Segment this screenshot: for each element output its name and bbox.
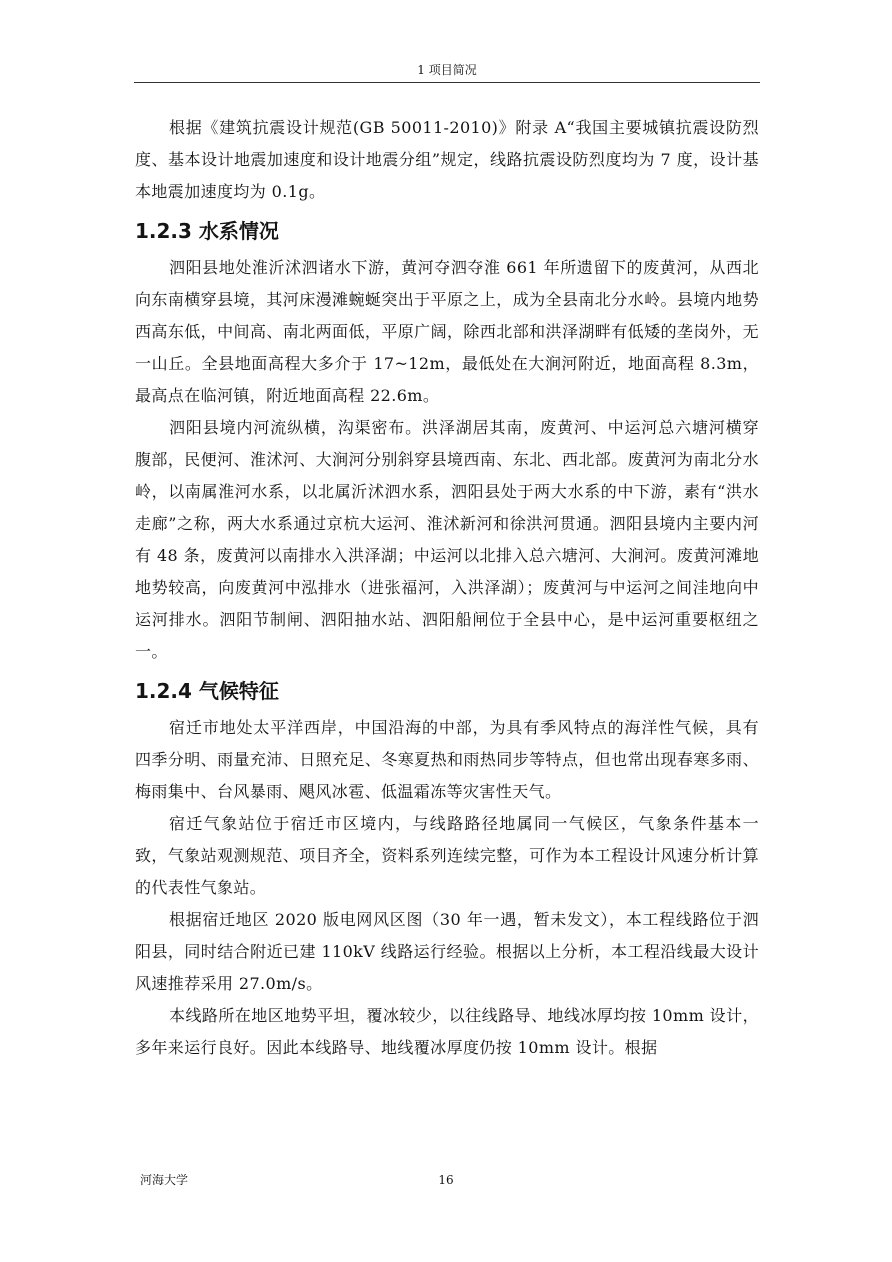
paragraph-climate-overview: 宿迁市地处太平洋西岸，中国沿海的中部，为具有季风特点的海洋性气候，具有四季分明、雨量充沛、日照充足、冬寒夏热和雨热同步等特点，但也常出现春寒多雨、梅雨集中、台风暴雨、飓风冰雹、低温霜冻等灾害性天气。 [135,718,759,801]
paragraph-terrain: 泗阳县地处淮沂沭泗诸水下游，黄河夺泗夺淮 661 年所遗留下的废黄河，从西北向东南横穿县境，其河床漫滩蜿蜒突出于平原之上，成为全县南北分水岭。县境内地势西高东低，中间高、南北两面低，平原广阔，除西北部和洪泽湖畔有低矮的垄岗外，无一山丘。全县地面高程大多介于 17~12m，最低处在大涧河附近，地面高程 8.3m，最高点在临河镇，附近地面高程 22.6m。 [135,258,759,405]
section-heading-water-system: 1.2.3 水系情况 [135,219,279,243]
footer-page-number: 16 [438,1173,454,1187]
paragraph-wind-speed: 根据宿迁地区 2020 版电网风区图（30 年一遇，暂未发文），本工程线路位于泗阳县，同时结合附近已建 110kV 线路运行经验。根据以上分析，本工程沿线最大设计风速推荐采用 27.0m/s。 [135,910,759,993]
paragraph-seismic: 根据《建筑抗震设计规范(GB 50011-2010)》附录 A“我国主要城镇抗震设防烈度、基本设计地震加速度和设计地震分组”规定，线路抗震设防烈度均为 7 度，设计基本地震加速度均为 0.1g。 [135,118,759,201]
section-heading-climate: 1.2.4 气候特征 [135,679,279,703]
document-body [135,112,759,1064]
running-header: 1 项目简况 [417,63,477,77]
paragraph-weather-station: 宿迁气象站位于宿迁市区境内，与线路路径地属同一气候区，气象条件基本一致，气象站观测规范、项目齐全，资料系列连续完整，可作为本工程设计风速分析计算的代表性气象站。 [135,814,759,897]
paragraph-rivers: 泗阳县境内河流纵横，沟渠密布。洪泽湖居其南，废黄河、中运河总六塘河横穿腹部，民便河、淮沭河、大涧河分别斜穿县境西南、东北、西北部。废黄河为南北分水岭，以南属淮河水系，以北属沂沭泗水系，泗阳县处于两大水系的中下游，素有“洪水走廊”之称，两大水系通过京杭大运河、淮沭新河和徐洪河贯通。泗阳县境内主要内河有 48 条，废黄河以南排水入洪泽湖；中运河以北排入总六塘河、大涧河。废黄河滩地地势较高，向废黄河中泓排水（进张福河，入洪泽湖）；废黄河与中运河之间洼地向中运河排水。泗阳节制闸、泗阳抽水站、泗阳船闸位于全县中心，是中运河重要枢纽之一。 [135,418,759,661]
paragraph-icing: 本线路所在地区地势平坦，覆冰较少，以往线路导、地线冰厚均按 10mm 设计，多年来运行良好。因此本线路导、地线覆冰厚度仍按 10mm 设计。根据 [135,1006,759,1057]
footer-institution: 河海大学 [140,1173,189,1187]
header-rule [134,82,760,83]
